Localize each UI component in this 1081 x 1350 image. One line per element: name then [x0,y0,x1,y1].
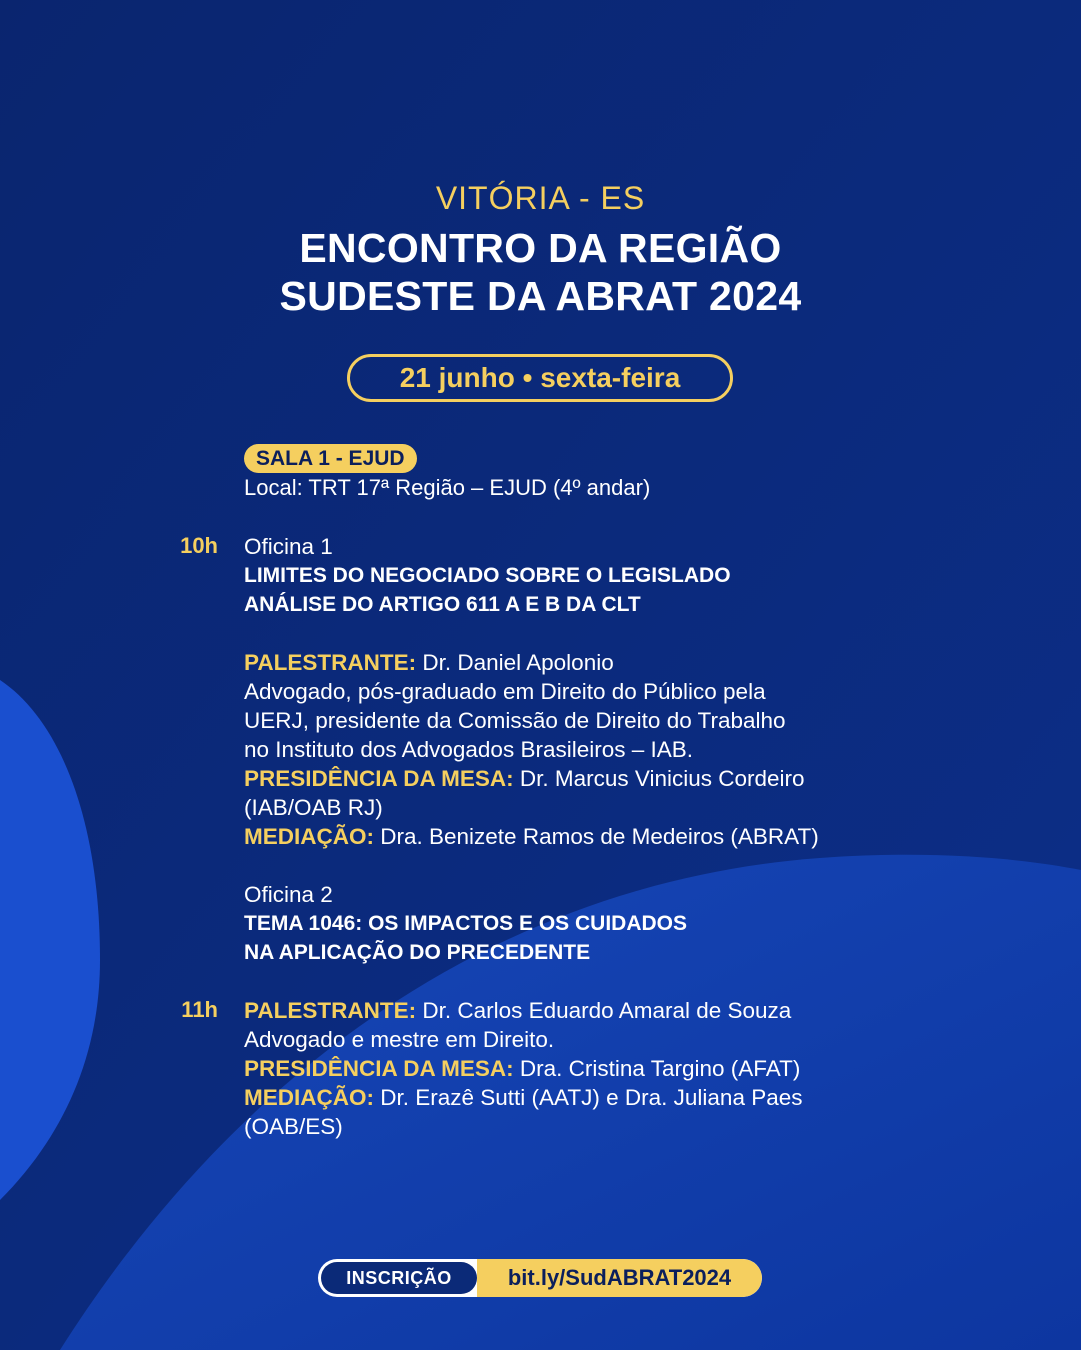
session-2-mediation-cont: (OAB/ES) [244,1114,343,1139]
session-1-mediation [244,822,819,851]
session-1-topic-line-2: ANÁLISE DO ARTIGO 611 A E B DA CLT [244,593,641,616]
session-2-topic-line-1: TEMA 1046: OS IMPACTOS E OS CUIDADOS [244,912,688,935]
session-1-name: Oficina 1 [244,534,333,559]
chair-label: PRESIDÊNCIA DA MESA: [244,1056,514,1081]
session-1-time: 10h [180,533,218,558]
title-line-2: SUDESTE DA ABRAT 2024 [279,273,802,319]
speaker-label: PALESTRANTE: [244,998,417,1023]
session-2-speaker [244,996,791,1025]
event-title [0,224,1081,320]
session-1-bio-line-1: Advogado, pós-graduado em Direito do Público pela [244,679,766,704]
speaker-name: Dr. Daniel Apolonio [416,650,614,675]
mediation-label: MEDIAÇÃO: [244,824,374,849]
registration-banner[interactable] [318,1259,762,1297]
title-line-1: ENCONTRO DA REGIÃO [299,225,782,271]
session-1-topic-line-1: LIMITES DO NEGOCIADO SOBRE O LEGISLADO [244,564,731,587]
room-badge: SALA 1 - EJUD [244,444,417,473]
mediation-label: MEDIAÇÃO: [244,1085,374,1110]
session-1-speaker [244,648,614,677]
session-1-chair [244,764,805,793]
session-2-chair [244,1054,800,1083]
session-1-bio-line-2: UERJ, presidente da Comissão de Direito do Trabalho [244,708,786,733]
registration-link[interactable]: bit.ly/SudABRAT2024 [477,1259,762,1297]
mediation-names: Dra. Benizete Ramos de Medeiros (ABRAT) [374,824,819,849]
chair-name: Dr. Marcus Vinicius Cordeiro [513,766,805,791]
session-2-bio-line-1: Advogado e mestre em Direito. [244,1027,555,1052]
chair-label: PRESIDÊNCIA DA MESA: [244,766,514,791]
city-label: VITÓRIA - ES [435,180,646,216]
speaker-name: Dr. Carlos Eduardo Amaral de Souza [416,998,792,1023]
registration-label: INSCRIÇÃO [321,1262,477,1294]
room-location: Local: TRT 17ª Região – EJUD (4º andar) [244,475,651,500]
session-2-topic-line-2: NA APLICAÇÃO DO PRECEDENTE [244,941,591,964]
session-2-time: 11h [181,997,218,1022]
session-2-mediation [244,1083,803,1112]
mediation-names: Dr. Erazê Sutti (AATJ) e Dra. Juliana Paes [374,1085,803,1110]
chair-name: Dra. Cristina Targino (AFAT) [513,1056,801,1081]
session-1-chair-cont: (IAB/OAB RJ) [244,795,383,820]
date-pill: 21 junho • sexta-feira [347,354,733,402]
session-1-bio-line-3: no Instituto dos Advogados Brasileiros – IAB. [244,737,694,762]
speaker-label: PALESTRANTE: [244,650,417,675]
session-2-name: Oficina 2 [244,882,333,907]
